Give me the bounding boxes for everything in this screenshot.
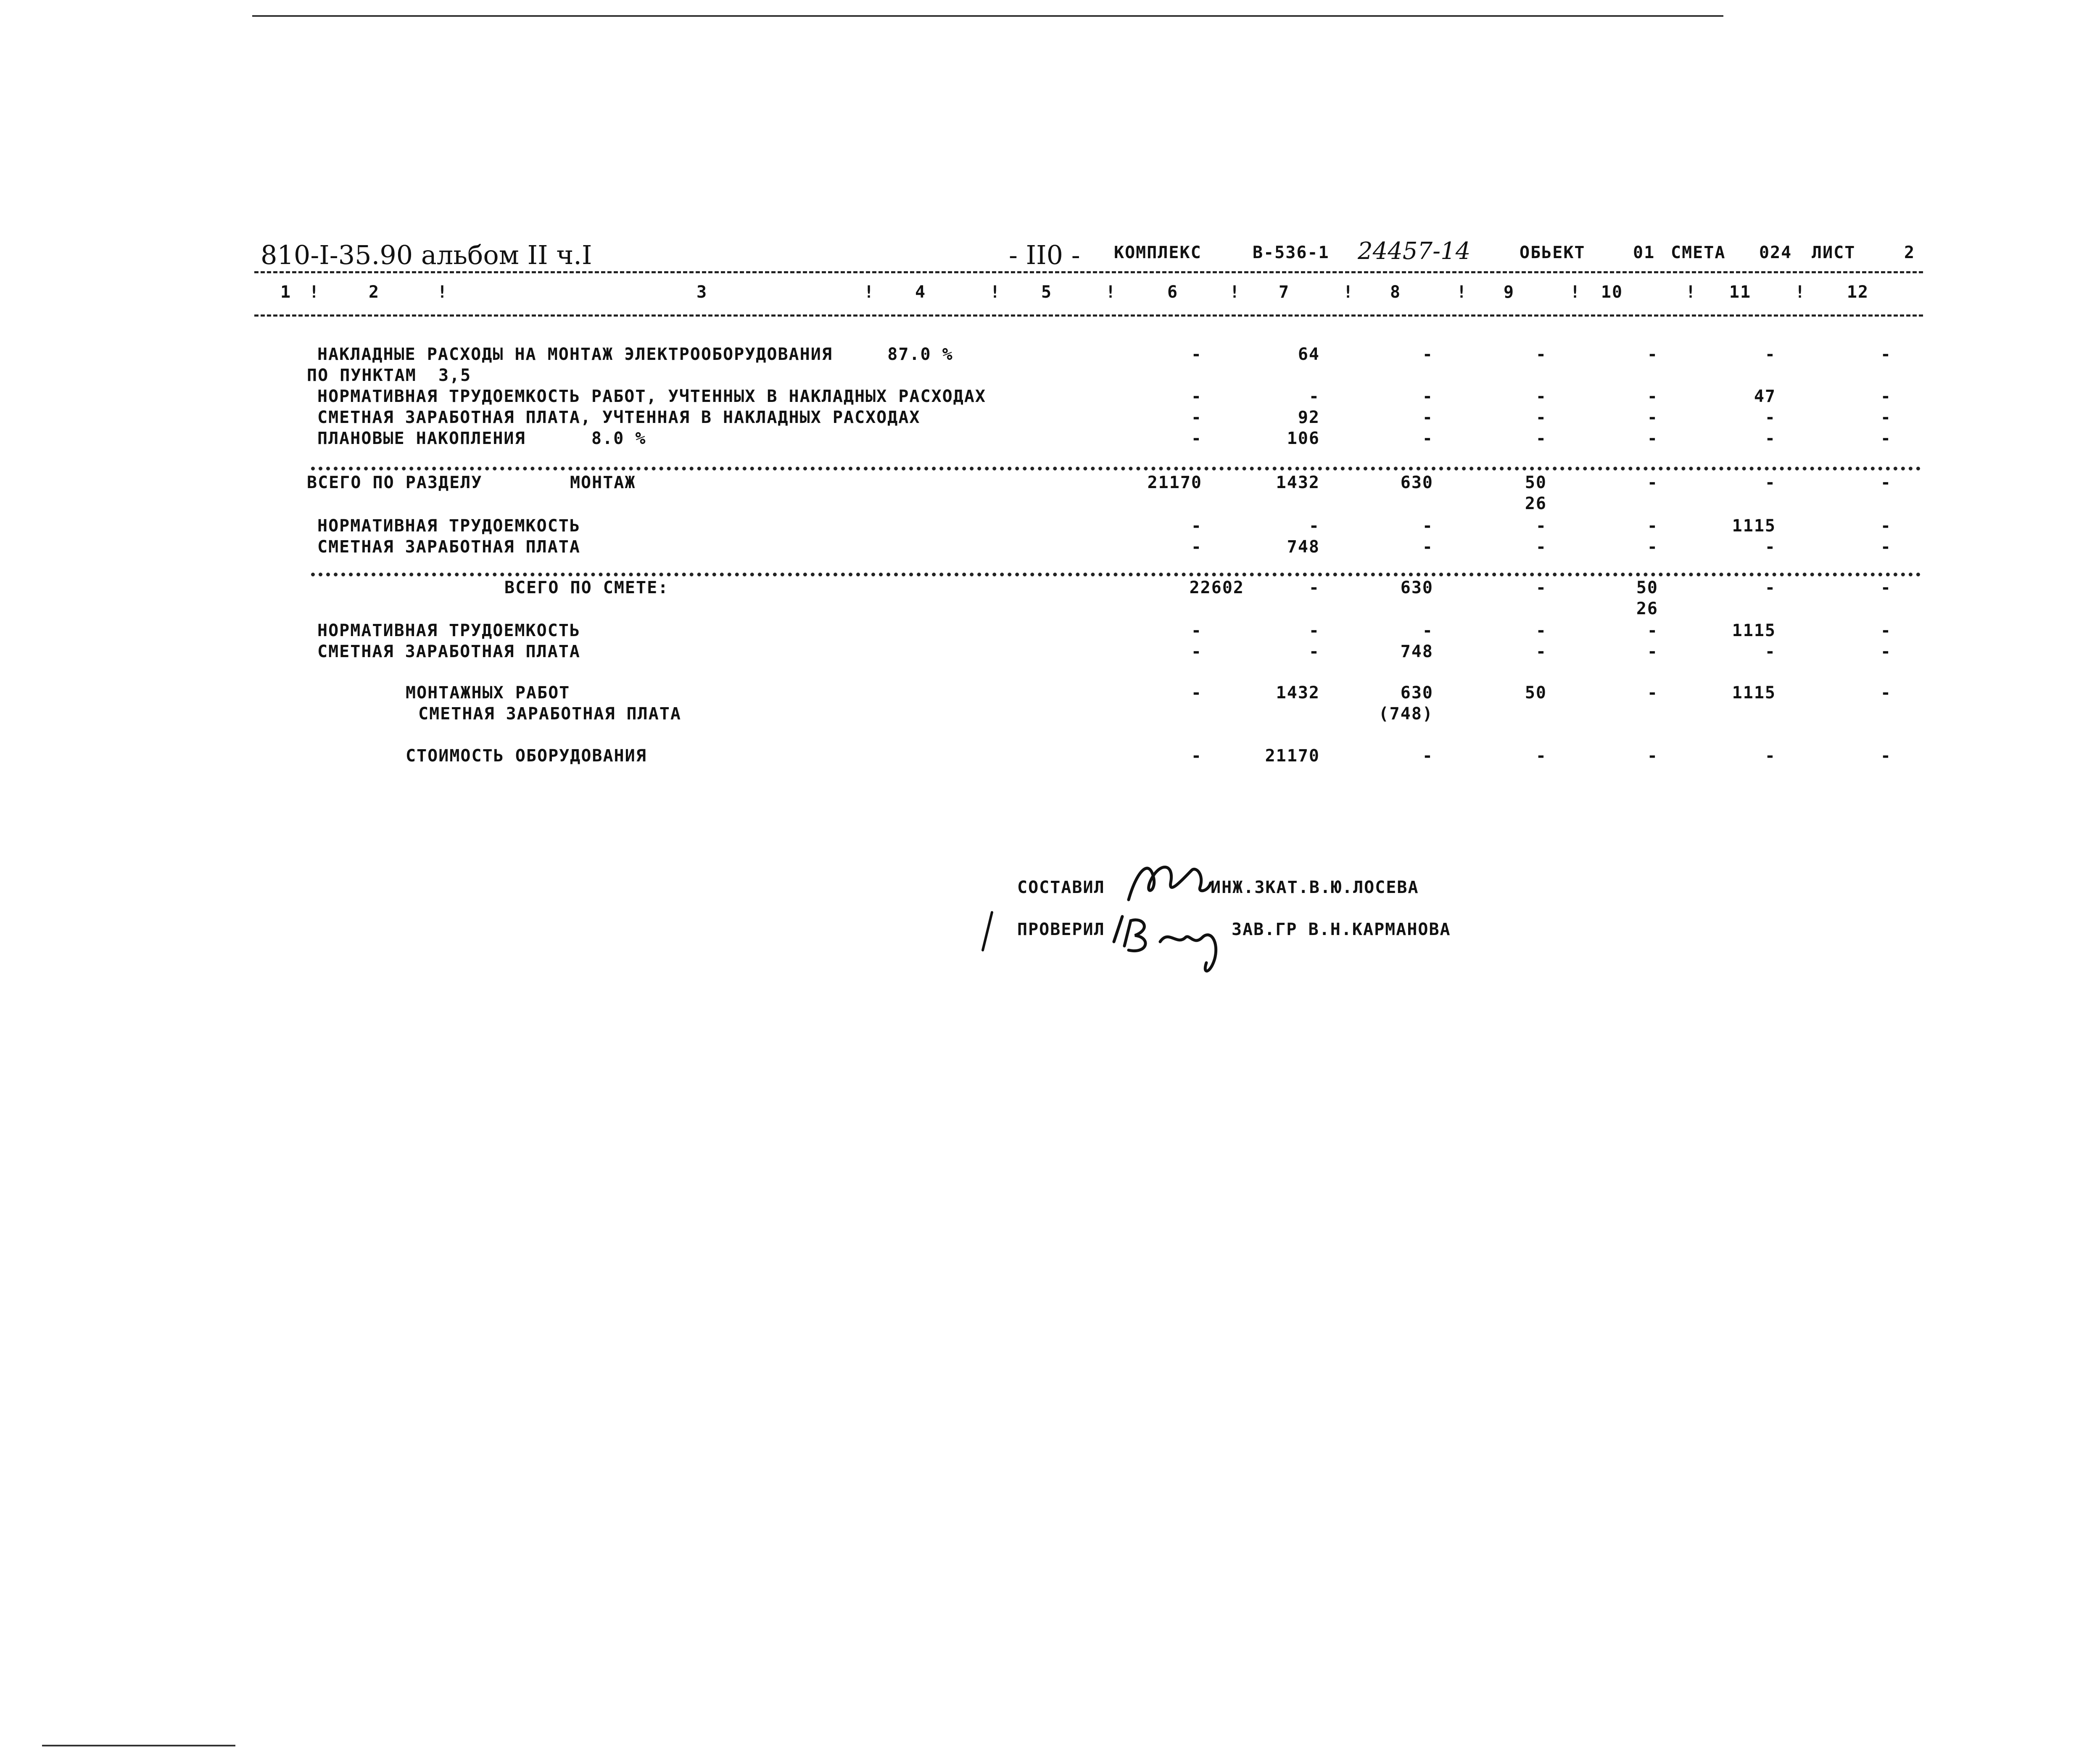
cell-col-6: 21170 [1147,473,1202,492]
cell-col-12: - [1880,408,1892,427]
signature-checked [1105,900,1232,980]
cell-col-6: - [1191,516,1202,536]
cell-col-8: 630 [1400,578,1433,597]
complex-code: В-536-1 [1253,243,1330,262]
cell-col-6: - [1191,387,1202,406]
composed-by: ИНЖ.ЗКАТ.В.Ю.ЛОСЕВА [1211,878,1419,897]
complex-label: КОМПЛЕКС [1114,243,1202,262]
row-label: ПО ПУНКТАМ 3,5 [307,366,472,385]
checked-label: ПРОВЕРИЛ [1017,920,1105,939]
row-label: СМЕТНАЯ ЗАРАБОТНАЯ ПЛАТА [317,537,580,557]
cell-col-12: - [1880,621,1892,640]
cell-col-8: - [1422,621,1433,640]
cell-col-6: - [1191,621,1202,640]
row-label: ВСЕГО ПО РАЗДЕЛУ МОНТАЖ [307,473,636,492]
row-label: СМЕТНАЯ ЗАРАБОТНАЯ ПЛАТА [317,642,580,661]
cell-col-7: 1432 [1276,473,1320,492]
album-label: 810-I-35.90 альбом II ч.I [261,240,592,270]
cell-col-11: 1115 [1732,683,1776,703]
cell-col-7: 1432 [1276,683,1320,703]
col-separator: ! [864,283,875,302]
check-mark [979,910,996,952]
col-separator: ! [1795,283,1806,302]
cell-col-8: - [1422,429,1433,448]
cell-col-10: - [1647,683,1658,703]
cell-col-10: 50 [1636,578,1658,597]
col-separator: ! [1570,283,1581,302]
cell-col-6: - [1191,408,1202,427]
cell-col-11: - [1765,746,1776,766]
section-separator [311,573,1921,576]
object-label: ОБЬЕКТ [1520,243,1586,262]
col-num-2: 2 [368,283,380,302]
cell-col-9: - [1535,387,1547,406]
row-label: НОРМАТИВНАЯ ТРУДОЕМКОСТЬ [317,516,580,536]
cell-col-7: - [1309,621,1320,640]
cell-col-11: - [1765,408,1776,427]
composed-label: СОСТАВИЛ [1017,878,1105,897]
cell-col-12: - [1880,578,1892,597]
cell-col-8: - [1422,537,1433,557]
cell-col-7: - [1309,387,1320,406]
cell-col-8: 630 [1400,683,1433,703]
cell-col-9: - [1535,746,1547,766]
cell-col-8: - [1422,408,1433,427]
handwritten-code: 24457-14 [1358,238,1471,265]
cell-col-12: - [1880,387,1892,406]
col-separator: ! [437,283,448,302]
cell-col-6: - [1191,429,1202,448]
cell-col-10: - [1647,621,1658,640]
cell-col-11: - [1765,642,1776,661]
cell-col-9: - [1535,429,1547,448]
cell-col-10: - [1647,387,1658,406]
col-num-10: 10 [1601,283,1623,302]
cell-col-12: - [1880,516,1892,536]
sheet-label: ЛИСТ [1812,243,1856,262]
cell-col-11: - [1765,345,1776,364]
cell-col-12: - [1880,429,1892,448]
cell-col-7: 21170 [1265,746,1320,766]
cell-col-12: - [1880,473,1892,492]
cell-col-8: 630 [1400,473,1433,492]
section-separator [311,467,1921,470]
cell-col-6: - [1191,683,1202,703]
cell-col-8: (748) [1378,704,1433,724]
cell-col-6: - [1191,642,1202,661]
cell-col-6: - [1191,537,1202,557]
cell-col-8: - [1422,345,1433,364]
col-num-3: 3 [696,283,708,302]
cell-col-11: - [1765,578,1776,597]
cell-col-10: - [1647,345,1658,364]
cell-col-8: - [1422,746,1433,766]
cell-col-8: - [1422,516,1433,536]
cell-col-6: - [1191,345,1202,364]
col-separator: ! [1105,283,1117,302]
cell-col-7: 748 [1287,537,1320,557]
cell-col-9: 50 [1525,683,1547,703]
cell-col-10: - [1647,746,1658,766]
cell-col-7: 106 [1287,429,1320,448]
col-num-8: 8 [1390,283,1401,302]
col-num-7: 7 [1278,283,1290,302]
cell-col-10: - [1647,537,1658,557]
col-separator: ! [990,283,1001,302]
col-num-4: 4 [915,283,926,302]
cell-col-12: - [1880,746,1892,766]
col-num-9: 9 [1503,283,1515,302]
cell-col-12: - [1880,345,1892,364]
cell-col-9: - [1535,537,1547,557]
row-label: СМЕТНАЯ ЗАРАБОТНАЯ ПЛАТА, УЧТЕННАЯ В НАКЛАДНЫХ РАСХОДАХ [317,408,921,427]
cell-col-7: 64 [1298,345,1320,364]
cell-col-10: - [1647,642,1658,661]
sheet-number: 2 [1904,243,1915,262]
cell-col-9: 50 [1525,473,1547,492]
cell-col-9: 26 [1525,494,1547,513]
row-label: НАКЛАДНЫЕ РАСХОДЫ НА МОНТАЖ ЭЛЕКТРООБОРУДОВАНИЯ 87.0 % [317,345,953,364]
cell-col-11: 1115 [1732,621,1776,640]
row-label: ПЛАНОВЫЕ НАКОПЛЕНИЯ 8.0 % [317,429,646,448]
row-label: СТОИМОСТЬ ОБОРУДОВАНИЯ [406,746,647,766]
smeta-number: 024 [1759,243,1792,262]
cell-col-11: 1115 [1732,516,1776,536]
cell-col-10: - [1647,408,1658,427]
cell-col-12: - [1880,683,1892,703]
col-separator: ! [309,283,320,302]
cell-col-9: - [1535,578,1547,597]
col-separator: ! [1343,283,1354,302]
smeta-label: СМЕТА [1671,243,1726,262]
cell-col-12: - [1880,537,1892,557]
col-num-5: 5 [1041,283,1053,302]
cell-col-6: 22602 [1189,578,1244,597]
cell-col-11: - [1765,537,1776,557]
column-header-divider [254,314,1923,317]
cell-col-7: 92 [1298,408,1320,427]
bottom-scan-line [42,1745,235,1746]
cell-col-8: 748 [1400,642,1433,661]
row-label: НОРМАТИВНАЯ ТРУДОЕМКОСТЬ [317,621,580,640]
cell-col-11: - [1765,429,1776,448]
cell-col-10: - [1647,429,1658,448]
cell-col-6: - [1191,746,1202,766]
cell-col-9: - [1535,345,1547,364]
col-separator: ! [1456,283,1468,302]
cell-col-11: - [1765,473,1776,492]
cell-col-7: - [1309,578,1320,597]
cell-col-11: 47 [1754,387,1776,406]
row-label: СМЕТНАЯ ЗАРАБОТНАЯ ПЛАТА [418,704,681,724]
col-num-12: 12 [1847,283,1869,302]
row-label: НОРМАТИВНАЯ ТРУДОЕМКОСТЬ РАБОТ, УЧТЕННЫХ В НАКЛАДНЫХ РАСХОДАХ [317,387,987,406]
cell-col-10: 26 [1636,599,1658,618]
cell-col-9: - [1535,621,1547,640]
row-label: ВСЕГО ПО СМЕТЕ: [504,578,669,597]
cell-col-7: - [1309,642,1320,661]
top-scan-line [252,15,1723,17]
header-divider [254,271,1923,273]
col-num-6: 6 [1167,283,1179,302]
col-num-1: 1 [280,283,292,302]
object-number: 01 [1633,243,1655,262]
col-num-11: 11 [1729,283,1752,302]
cell-col-9: - [1535,408,1547,427]
cell-col-9: - [1535,516,1547,536]
row-label: МОНТАЖНЫХ РАБОТ [406,683,570,703]
page-number: - II0 - [1009,240,1080,270]
checked-by: ЗАВ.ГР В.Н.КАРМАНОВА [1232,920,1451,939]
cell-col-10: - [1647,516,1658,536]
cell-col-7: - [1309,516,1320,536]
cell-col-12: - [1880,642,1892,661]
cell-col-10: - [1647,473,1658,492]
col-separator: ! [1686,283,1697,302]
cell-col-9: - [1535,642,1547,661]
col-separator: ! [1229,283,1241,302]
cell-col-8: - [1422,387,1433,406]
